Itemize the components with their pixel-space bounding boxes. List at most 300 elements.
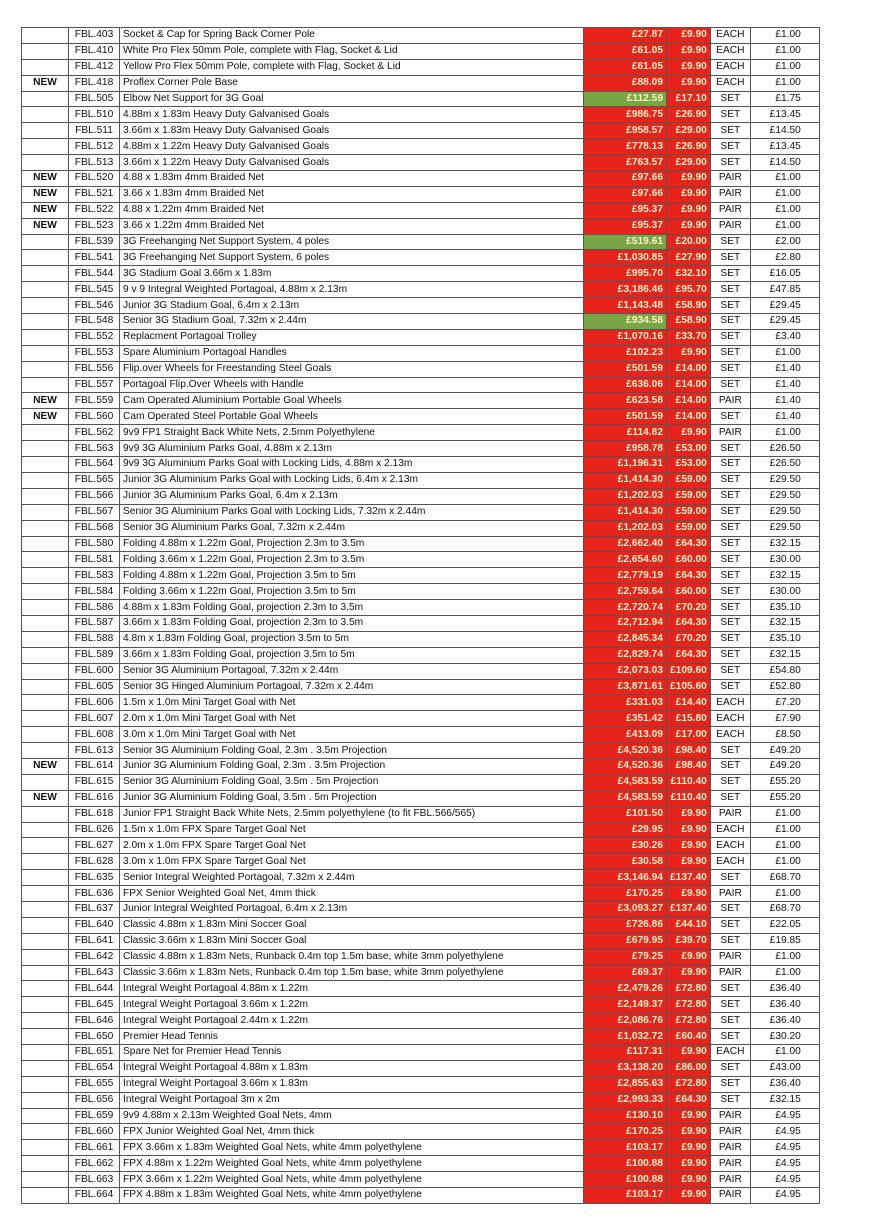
table-row xyxy=(22,901,820,917)
carriage-cell: £16.05 xyxy=(750,266,819,282)
price-cell: £679.95 xyxy=(584,933,667,949)
carriage-cell: £2.00 xyxy=(750,234,819,250)
product-code: FBL.655 xyxy=(69,1076,120,1092)
unit-cell: SET xyxy=(710,345,750,361)
price-list-table xyxy=(21,27,820,1204)
table-row xyxy=(22,91,820,107)
unit-cell: PAIR xyxy=(710,1140,750,1156)
price-cell: £79.25 xyxy=(584,949,667,965)
product-code: FBL.650 xyxy=(69,1029,120,1045)
table-row xyxy=(22,1108,820,1124)
carriage-cell: £1.00 xyxy=(750,886,819,902)
table-row xyxy=(22,298,820,314)
new-flag xyxy=(22,520,69,536)
table-row xyxy=(22,806,820,822)
unit-cell: SET xyxy=(710,870,750,886)
unit-cell: SET xyxy=(710,298,750,314)
new-flag xyxy=(22,949,69,965)
price-cell: £2,845.34 xyxy=(584,631,667,647)
table-row xyxy=(22,695,820,711)
product-description: Junior 3G Aluminium Folding Goal, 3.5m . 5m Projection xyxy=(120,790,584,806)
new-flag xyxy=(22,981,69,997)
product-description: FPX Junior Weighted Goal Net, 4mm thick xyxy=(120,1124,584,1140)
new-flag xyxy=(22,266,69,282)
product-code: FBL.642 xyxy=(69,949,120,965)
product-description: Proflex Corner Pole Base xyxy=(120,75,584,91)
delivery-cost-cell: £59.00 xyxy=(667,488,711,504)
product-description: Senior 3G Aluminium Portagoal, 7.32m x 2.44m xyxy=(120,663,584,679)
product-description: Portagoal Flip.Over Wheels with Handle xyxy=(120,377,584,393)
table-row xyxy=(22,1188,820,1204)
delivery-cost-cell: £9.90 xyxy=(667,949,711,965)
new-flag: NEW xyxy=(22,186,69,202)
delivery-cost-cell: £9.90 xyxy=(667,886,711,902)
table-row xyxy=(22,981,820,997)
carriage-cell: £1.00 xyxy=(750,345,819,361)
unit-cell: SET xyxy=(710,441,750,457)
unit-cell: EACH xyxy=(710,695,750,711)
new-flag xyxy=(22,1029,69,1045)
unit-cell: SET xyxy=(710,361,750,377)
product-description: Premier Head Tennis xyxy=(120,1029,584,1045)
table-row xyxy=(22,679,820,695)
unit-cell: SET xyxy=(710,155,750,171)
price-cell: £1,143.48 xyxy=(584,298,667,314)
product-code: FBL.605 xyxy=(69,679,120,695)
price-cell: £29.95 xyxy=(584,822,667,838)
new-flag xyxy=(22,1076,69,1092)
product-code: FBL.661 xyxy=(69,1140,120,1156)
product-description: 4.88 x 1.83m 4mm Braided Net xyxy=(120,171,584,187)
price-cell: £61.05 xyxy=(584,59,667,75)
delivery-cost-cell: £60.00 xyxy=(667,584,711,600)
product-code: FBL.589 xyxy=(69,647,120,663)
table-row xyxy=(22,345,820,361)
unit-cell: PAIR xyxy=(710,1188,750,1204)
unit-cell: SET xyxy=(710,981,750,997)
delivery-cost-cell: £9.90 xyxy=(667,218,711,234)
unit-cell: SET xyxy=(710,584,750,600)
unit-cell: PAIR xyxy=(710,425,750,441)
table-row xyxy=(22,329,820,345)
new-flag xyxy=(22,1060,69,1076)
new-flag xyxy=(22,298,69,314)
new-flag xyxy=(22,917,69,933)
product-code: FBL.564 xyxy=(69,457,120,473)
unit-cell: PAIR xyxy=(710,806,750,822)
unit-cell: SET xyxy=(710,790,750,806)
product-code: FBL.580 xyxy=(69,536,120,552)
product-description: 3.66m x 1.83m Heavy Duty Galvanised Goals xyxy=(120,123,584,139)
product-description: Senior Integral Weighted Portagoal, 7.32m x 2.44m xyxy=(120,870,584,886)
table-row xyxy=(22,1124,820,1140)
product-description: Integral Weight Portagoal 2.44m x 1.22m xyxy=(120,1013,584,1029)
product-description: 3G Freehanging Net Support System, 6 poles xyxy=(120,250,584,266)
product-description: Integral Weight Portagoal 4.88m x 1.83m xyxy=(120,1060,584,1076)
table-row xyxy=(22,997,820,1013)
product-description: Spare Aluminium Portagoal Handles xyxy=(120,345,584,361)
new-flag: NEW xyxy=(22,218,69,234)
delivery-cost-cell: £98.40 xyxy=(667,743,711,759)
unit-cell: EACH xyxy=(710,838,750,854)
delivery-cost-cell: £110.40 xyxy=(667,774,711,790)
unit-cell: SET xyxy=(710,91,750,107)
price-cell: £101.50 xyxy=(584,806,667,822)
product-description: 4.8m x 1.83m Folding Goal, projection 3.5m to 5m xyxy=(120,631,584,647)
carriage-cell: £55.20 xyxy=(750,774,819,790)
carriage-cell: £1.00 xyxy=(750,1045,819,1061)
table-row xyxy=(22,155,820,171)
unit-cell: PAIR xyxy=(710,886,750,902)
delivery-cost-cell: £9.90 xyxy=(667,1172,711,1188)
new-flag xyxy=(22,282,69,298)
unit-cell: SET xyxy=(710,568,750,584)
price-cell: £100.88 xyxy=(584,1172,667,1188)
unit-cell: SET xyxy=(710,933,750,949)
product-description: FPX 3.66m x 1.22m Weighted Goal Nets, white 4mm polyethylene xyxy=(120,1172,584,1188)
carriage-cell: £19.85 xyxy=(750,933,819,949)
new-flag xyxy=(22,1172,69,1188)
table-row xyxy=(22,790,820,806)
table-row xyxy=(22,1029,820,1045)
product-code: FBL.544 xyxy=(69,266,120,282)
table-row xyxy=(22,917,820,933)
unit-cell: SET xyxy=(710,282,750,298)
carriage-cell: £3.40 xyxy=(750,329,819,345)
table-row xyxy=(22,933,820,949)
price-cell: £1,196.31 xyxy=(584,457,667,473)
product-description: 3.0m x 1.0m FPX Spare Target Goal Net xyxy=(120,854,584,870)
product-code: FBL.412 xyxy=(69,59,120,75)
price-cell: £2,720.74 xyxy=(584,600,667,616)
new-flag xyxy=(22,1156,69,1172)
delivery-cost-cell: £14.00 xyxy=(667,361,711,377)
carriage-cell: £29.50 xyxy=(750,488,819,504)
delivery-cost-cell: £86.00 xyxy=(667,1060,711,1076)
new-flag xyxy=(22,155,69,171)
unit-cell: PAIR xyxy=(710,202,750,218)
unit-cell: PAIR xyxy=(710,1124,750,1140)
delivery-cost-cell: £9.90 xyxy=(667,838,711,854)
new-flag xyxy=(22,504,69,520)
delivery-cost-cell: £9.90 xyxy=(667,186,711,202)
unit-cell: EACH xyxy=(710,1045,750,1061)
price-cell: £103.17 xyxy=(584,1140,667,1156)
product-code: FBL.616 xyxy=(69,790,120,806)
carriage-cell: £29.45 xyxy=(750,314,819,330)
product-code: FBL.615 xyxy=(69,774,120,790)
unit-cell: EACH xyxy=(710,28,750,44)
carriage-cell: £1.75 xyxy=(750,91,819,107)
product-code: FBL.646 xyxy=(69,1013,120,1029)
table-row xyxy=(22,727,820,743)
product-code: FBL.548 xyxy=(69,314,120,330)
carriage-cell: £1.00 xyxy=(750,186,819,202)
product-code: FBL.539 xyxy=(69,234,120,250)
unit-cell: SET xyxy=(710,647,750,663)
unit-cell: EACH xyxy=(710,822,750,838)
new-flag: NEW xyxy=(22,409,69,425)
product-code: FBL.627 xyxy=(69,838,120,854)
new-flag xyxy=(22,250,69,266)
carriage-cell: £1.40 xyxy=(750,409,819,425)
new-flag xyxy=(22,472,69,488)
product-code: FBL.663 xyxy=(69,1172,120,1188)
price-cell: £958.57 xyxy=(584,123,667,139)
product-code: FBL.656 xyxy=(69,1092,120,1108)
new-flag xyxy=(22,1140,69,1156)
product-description: 4.88m x 1.83m Heavy Duty Galvanised Goals xyxy=(120,107,584,123)
new-flag xyxy=(22,59,69,75)
unit-cell: SET xyxy=(710,107,750,123)
carriage-cell: £4.95 xyxy=(750,1156,819,1172)
new-flag xyxy=(22,457,69,473)
table-row xyxy=(22,488,820,504)
unit-cell: SET xyxy=(710,1013,750,1029)
carriage-cell: £32.15 xyxy=(750,536,819,552)
product-code: FBL.567 xyxy=(69,504,120,520)
carriage-cell: £14.50 xyxy=(750,123,819,139)
price-cell: £3,871.61 xyxy=(584,679,667,695)
new-flag xyxy=(22,727,69,743)
unit-cell: SET xyxy=(710,758,750,774)
price-cell: £958.78 xyxy=(584,441,667,457)
price-cell: £995.70 xyxy=(584,266,667,282)
new-flag xyxy=(22,1188,69,1204)
table-row xyxy=(22,123,820,139)
product-description: 3G Freehanging Net Support System, 4 poles xyxy=(120,234,584,250)
product-description: Folding 3.66m x 1.22m Goal, Projection 3.5m to 5m xyxy=(120,584,584,600)
product-description: Socket & Cap for Spring Back Corner Pole xyxy=(120,28,584,44)
table-row xyxy=(22,202,820,218)
delivery-cost-cell: £9.90 xyxy=(667,425,711,441)
carriage-cell: £1.00 xyxy=(750,854,819,870)
carriage-cell: £32.15 xyxy=(750,568,819,584)
delivery-cost-cell: £20.00 xyxy=(667,234,711,250)
product-description: FPX Senior Weighted Goal Net, 4mm thick xyxy=(120,886,584,902)
unit-cell: EACH xyxy=(710,75,750,91)
table-row xyxy=(22,139,820,155)
product-code: FBL.512 xyxy=(69,139,120,155)
delivery-cost-cell: £9.90 xyxy=(667,1140,711,1156)
product-description: White Pro Flex 50mm Pole, complete with Flag, Socket & Lid xyxy=(120,43,584,59)
table-row xyxy=(22,1045,820,1061)
unit-cell: SET xyxy=(710,600,750,616)
carriage-cell: £7.90 xyxy=(750,711,819,727)
product-description: FPX 4.88m x 1.83m Weighted Goal Nets, white 4mm polyethylene xyxy=(120,1188,584,1204)
unit-cell: SET xyxy=(710,1029,750,1045)
product-description: Senior 3G Aluminium Folding Goal, 3.5m . 5m Projection xyxy=(120,774,584,790)
table-row xyxy=(22,615,820,631)
product-description: 4.88m x 1.83m Folding Goal, projection 2.3m to 3.5m xyxy=(120,600,584,616)
carriage-cell: £36.40 xyxy=(750,1013,819,1029)
price-cell: £4,583.59 xyxy=(584,790,667,806)
carriage-cell: £68.70 xyxy=(750,901,819,917)
price-cell: £726.86 xyxy=(584,917,667,933)
carriage-cell: £1.00 xyxy=(750,218,819,234)
delivery-cost-cell: £64.30 xyxy=(667,647,711,663)
price-cell: £2,829.74 xyxy=(584,647,667,663)
product-code: FBL.608 xyxy=(69,727,120,743)
product-description: 3.66m x 1.22m Heavy Duty Galvanised Goals xyxy=(120,155,584,171)
carriage-cell: £29.50 xyxy=(750,504,819,520)
product-description: Junior 3G Aluminium Parks Goal, 6.4m x 2.13m xyxy=(120,488,584,504)
product-code: FBL.636 xyxy=(69,886,120,902)
new-flag xyxy=(22,1108,69,1124)
price-cell: £88.09 xyxy=(584,75,667,91)
delivery-cost-cell: £14.40 xyxy=(667,695,711,711)
carriage-cell: £29.50 xyxy=(750,520,819,536)
delivery-cost-cell: £98.40 xyxy=(667,758,711,774)
carriage-cell: £1.00 xyxy=(750,202,819,218)
price-cell: £331.03 xyxy=(584,695,667,711)
table-row xyxy=(22,472,820,488)
product-code: FBL.614 xyxy=(69,758,120,774)
carriage-cell: £49.20 xyxy=(750,758,819,774)
product-description: Yellow Pro Flex 50mm Pole, complete with Flag, Socket & Lid xyxy=(120,59,584,75)
unit-cell: SET xyxy=(710,488,750,504)
delivery-cost-cell: £26.90 xyxy=(667,107,711,123)
carriage-cell: £1.00 xyxy=(750,425,819,441)
table-row xyxy=(22,377,820,393)
delivery-cost-cell: £14.00 xyxy=(667,377,711,393)
carriage-cell: £43.00 xyxy=(750,1060,819,1076)
delivery-cost-cell: £9.90 xyxy=(667,1188,711,1204)
delivery-cost-cell: £105.60 xyxy=(667,679,711,695)
new-flag xyxy=(22,965,69,981)
new-flag xyxy=(22,854,69,870)
carriage-cell: £14.50 xyxy=(750,155,819,171)
carriage-cell: £4.95 xyxy=(750,1108,819,1124)
new-flag xyxy=(22,663,69,679)
product-code: FBL.645 xyxy=(69,997,120,1013)
delivery-cost-cell: £17.00 xyxy=(667,727,711,743)
product-code: FBL.546 xyxy=(69,298,120,314)
unit-cell: SET xyxy=(710,743,750,759)
price-cell: £112.59 xyxy=(584,91,667,107)
price-cell: £501.59 xyxy=(584,409,667,425)
product-code: FBL.600 xyxy=(69,663,120,679)
product-description: Cam Operated Steel Portable Goal Wheels xyxy=(120,409,584,425)
product-description: Senior 3G Aluminium Parks Goal with Locking Lids, 7.32m x 2.44m xyxy=(120,504,584,520)
price-cell: £636.06 xyxy=(584,377,667,393)
table-row xyxy=(22,520,820,536)
unit-cell: PAIR xyxy=(710,1172,750,1188)
product-description: 4.88m x 1.22m Heavy Duty Galvanised Goals xyxy=(120,139,584,155)
product-code: FBL.522 xyxy=(69,202,120,218)
product-code: FBL.541 xyxy=(69,250,120,266)
delivery-cost-cell: £17.10 xyxy=(667,91,711,107)
delivery-cost-cell: £9.90 xyxy=(667,43,711,59)
price-cell: £102.23 xyxy=(584,345,667,361)
product-code: FBL.659 xyxy=(69,1108,120,1124)
product-description: 9 v 9 Integral Weighted Portagoal, 4.88m x 2.13m xyxy=(120,282,584,298)
product-description: 2.0m x 1.0m Mini Target Goal with Net xyxy=(120,711,584,727)
table-row xyxy=(22,854,820,870)
unit-cell: SET xyxy=(710,409,750,425)
unit-cell: EACH xyxy=(710,854,750,870)
carriage-cell: £36.40 xyxy=(750,1076,819,1092)
delivery-cost-cell: £137.40 xyxy=(667,901,711,917)
delivery-cost-cell: £72.80 xyxy=(667,981,711,997)
product-code: FBL.606 xyxy=(69,695,120,711)
delivery-cost-cell: £9.90 xyxy=(667,28,711,44)
product-code: FBL.587 xyxy=(69,615,120,631)
new-flag xyxy=(22,901,69,917)
product-description: 1.5m x 1.0m Mini Target Goal with Net xyxy=(120,695,584,711)
price-list-body xyxy=(22,28,820,1204)
table-row xyxy=(22,457,820,473)
new-flag xyxy=(22,361,69,377)
unit-cell: EACH xyxy=(710,43,750,59)
price-cell: £27.87 xyxy=(584,28,667,44)
price-cell: £1,414.30 xyxy=(584,472,667,488)
product-code: FBL.562 xyxy=(69,425,120,441)
delivery-cost-cell: £9.90 xyxy=(667,171,711,187)
price-cell: £1,030.85 xyxy=(584,250,667,266)
unit-cell: SET xyxy=(710,123,750,139)
table-row xyxy=(22,949,820,965)
new-flag xyxy=(22,600,69,616)
table-row xyxy=(22,282,820,298)
price-cell: £2,855.63 xyxy=(584,1076,667,1092)
table-row xyxy=(22,266,820,282)
product-description: Integral Weight Portagoal 3.66m x 1.83m xyxy=(120,1076,584,1092)
delivery-cost-cell: £53.00 xyxy=(667,441,711,457)
table-row xyxy=(22,600,820,616)
product-description: Classic 3.66m x 1.83m Nets, Runback 0.4m top 1.5m base, white 3mm polyethylene xyxy=(120,965,584,981)
carriage-cell: £1.00 xyxy=(750,965,819,981)
price-cell: £763.57 xyxy=(584,155,667,171)
new-flag xyxy=(22,43,69,59)
carriage-cell: £35.10 xyxy=(750,600,819,616)
new-flag xyxy=(22,870,69,886)
table-row xyxy=(22,250,820,266)
delivery-cost-cell: £58.90 xyxy=(667,314,711,330)
price-cell: £3,186.46 xyxy=(584,282,667,298)
new-flag xyxy=(22,1013,69,1029)
unit-cell: SET xyxy=(710,457,750,473)
unit-cell: SET xyxy=(710,314,750,330)
new-flag xyxy=(22,488,69,504)
product-code: FBL.418 xyxy=(69,75,120,91)
price-cell: £130.10 xyxy=(584,1108,667,1124)
delivery-cost-cell: £9.90 xyxy=(667,59,711,75)
price-cell: £986.75 xyxy=(584,107,667,123)
new-flag xyxy=(22,123,69,139)
table-row xyxy=(22,663,820,679)
price-cell: £2,479.26 xyxy=(584,981,667,997)
carriage-cell: £26.50 xyxy=(750,457,819,473)
product-code: FBL.523 xyxy=(69,218,120,234)
carriage-cell: £32.15 xyxy=(750,1092,819,1108)
new-flag xyxy=(22,647,69,663)
unit-cell: PAIR xyxy=(710,949,750,965)
delivery-cost-cell: £9.90 xyxy=(667,854,711,870)
carriage-cell: £35.10 xyxy=(750,631,819,647)
carriage-cell: £32.15 xyxy=(750,647,819,663)
new-flag: NEW xyxy=(22,75,69,91)
carriage-cell: £1.00 xyxy=(750,75,819,91)
price-cell: £2,654.60 xyxy=(584,552,667,568)
table-row xyxy=(22,218,820,234)
product-code: FBL.660 xyxy=(69,1124,120,1140)
product-description: Senior 3G Hinged Aluminium Portagoal, 7.32m x 2.44m xyxy=(120,679,584,695)
product-code: FBL.563 xyxy=(69,441,120,457)
product-description: Junior FP1 Straight Back White Nets, 2.5mm polyethylene (to fit FBL.566/565) xyxy=(120,806,584,822)
carriage-cell: £22.05 xyxy=(750,917,819,933)
table-row xyxy=(22,1092,820,1108)
